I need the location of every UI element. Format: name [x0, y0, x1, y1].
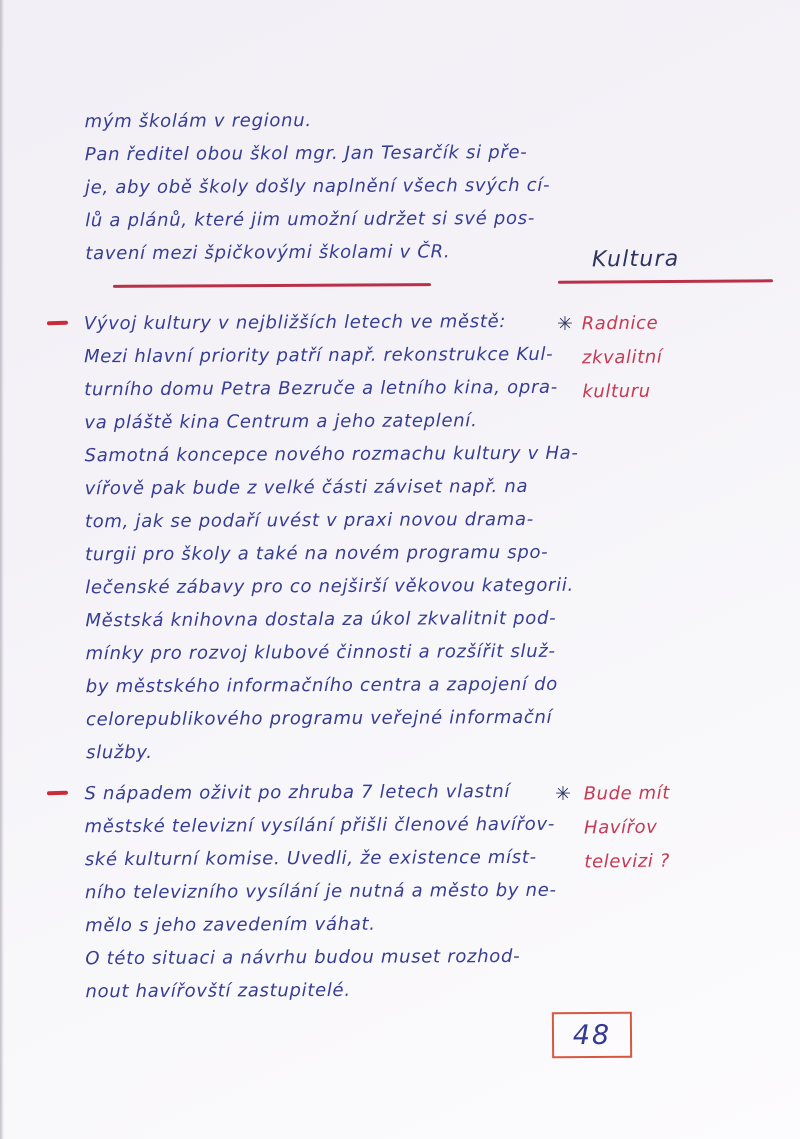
margin-note-line: Radnice [581, 312, 659, 335]
scan-edge-shadow [0, 0, 4, 1139]
handwritten-line: va pláště kina Centrum a jeho zateplení. [84, 410, 478, 434]
handwritten-line: Pan ředitel obou škol mgr. Jan Tesarčík si pře- [84, 141, 528, 166]
red-underline [558, 279, 773, 284]
handwritten-line: mělo s jeho zavedením váhat. [85, 913, 376, 937]
margin-note-line: zkvalitní [581, 346, 663, 369]
handwritten-line: lečenské zábavy pro co nejširší věkovou kategorii. [85, 574, 574, 599]
television-paragraph [84, 775, 557, 1008]
handwritten-line: nout havířovští zastupitelé. [85, 979, 351, 1003]
handwritten-line: mým školám v regionu. [84, 110, 312, 133]
handwritten-line: je, aby obě školy došly naplnění všech svých cí- [84, 174, 551, 199]
handwritten-line: tavení mezi špičkovými školami v ČR. [85, 241, 451, 265]
intro-paragraph [85, 103, 551, 270]
page-number-box [552, 1012, 632, 1059]
margin-note-line: Havířov [583, 816, 658, 839]
handwritten-line: Samotná koncepce nového rozmachu kultury v Ha- [84, 442, 579, 467]
culture-paragraph [84, 305, 580, 770]
margin-note-radnice [581, 307, 663, 410]
handwritten-line: S nápadem oživit po zhruba 7 letech vlastní [84, 781, 511, 805]
handwritten-line: ního televizního vysílání je nutná a město by ne- [84, 879, 557, 904]
handwritten-line: turního domu Petra Bezruče a letního kina, opra- [84, 376, 559, 401]
page-number: 48 [572, 1019, 612, 1051]
handwritten-line: ské kulturní komise. Uvedli, že existence míst- [84, 846, 537, 871]
margin-note-line: Bude mít [583, 782, 671, 805]
red-underline [113, 283, 431, 288]
asterisk-marker: ✳ [555, 783, 571, 805]
handwritten-line: mínky pro rozvoj klubové činnosti a rozšířit služ- [85, 640, 556, 665]
red-dash-marker [47, 791, 68, 796]
section-heading: Kultura [591, 246, 680, 273]
handwritten-line: turgii pro školy a také na novém programu spo- [85, 541, 549, 566]
handwritten-line: tom, jak se podaří uvést v praxi novou drama- [84, 508, 534, 533]
margin-note-televize [583, 777, 670, 880]
margin-note-line: kulturu [582, 380, 651, 403]
handwritten-line: vířově pak bude z velké části záviset např. na [84, 475, 529, 500]
handwritten-line: Vývoj kultury v nejbližších letech ve městě: [83, 311, 507, 335]
handwritten-line: městské televizní vysílání přišli členové havířov- [84, 813, 556, 838]
handwritten-line: Městská knihovna dostala za úkol zkvalitnit pod- [85, 607, 557, 632]
handwritten-line: O této situaci a návrhu budou muset rozhod- [85, 945, 521, 970]
red-dash-marker [47, 321, 68, 326]
handwritten-line: celorepublikového programu veřejné informační [85, 706, 553, 731]
asterisk-marker: ✳ [557, 313, 573, 335]
margin-note-line: televizi ? [584, 850, 671, 873]
handwritten-line: Mezi hlavní priority patří např. rekonstrukce Kul- [83, 343, 554, 368]
handwritten-line: lů a plánů, které jim umožní udržet si své pos- [85, 207, 536, 232]
handwritten-line: by městského informačního centra a zapojení do [85, 673, 558, 698]
handwritten-line: služby. [86, 741, 153, 764]
